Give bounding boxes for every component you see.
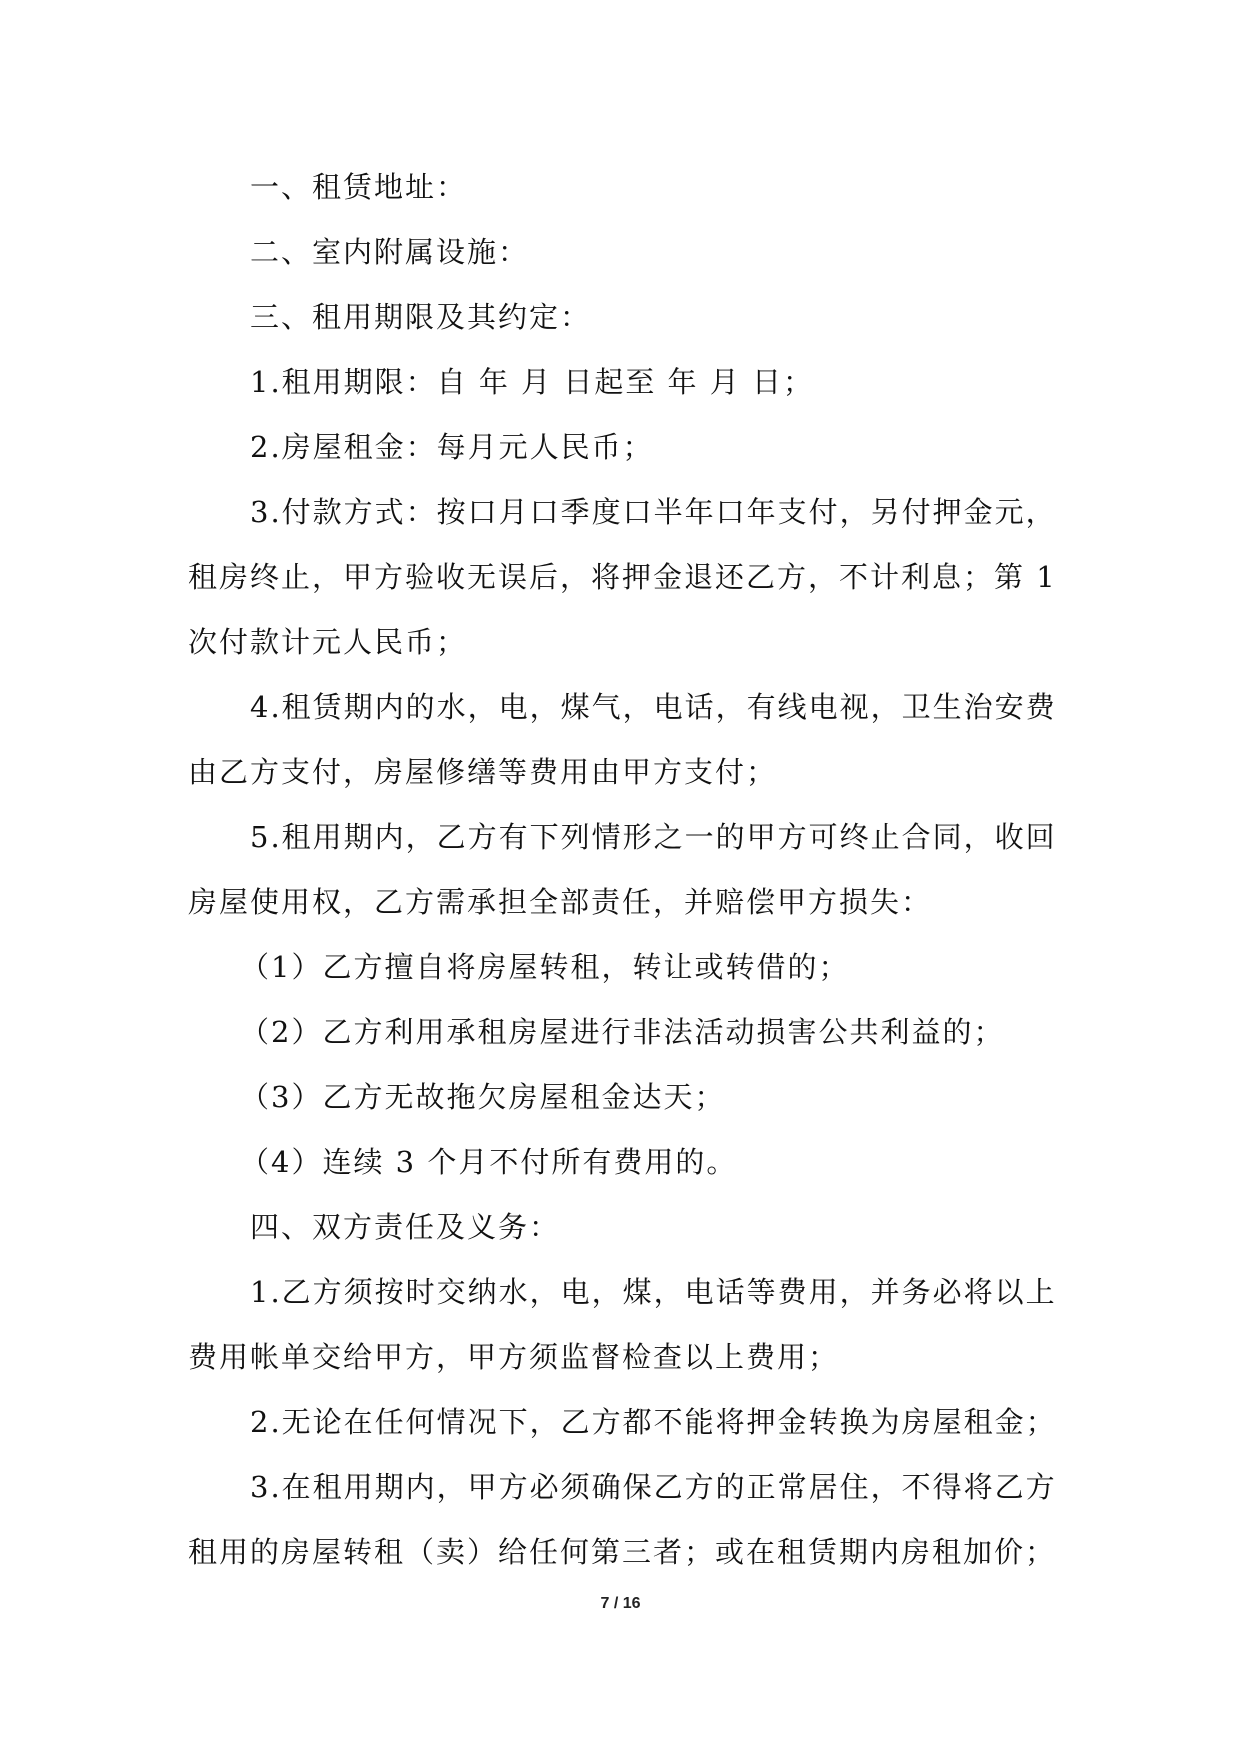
clause-termination-line-1: 5.租用期内，乙方有下列情形之一的甲方可终止合同，收回: [250, 820, 1057, 854]
section-heading-term: 三、租用期限及其约定：: [250, 300, 592, 334]
clause-payment-line-1: 3.付款方式：按口月口季度口半年口年支付，另付押金元，: [250, 495, 1057, 529]
section-heading-responsibilities: 四、双方责任及义务：: [250, 1210, 561, 1244]
clause-payment-line-3: 次付款计元人民币；: [188, 625, 468, 659]
termination-item-2: （2）乙方利用承租房屋进行非法活动损害公共利益的；: [240, 1015, 1005, 1049]
clause-utilities-line-1: 4.租赁期内的水，电，煤气，电话，有线电视，卫生治安费: [250, 690, 1057, 724]
clause-fees-line-1: 1.乙方须按时交纳水，电，煤，电话等费用，并务必将以上: [250, 1275, 1057, 1309]
termination-item-4: （4）连续 3 个月不付所有费用的。: [240, 1145, 738, 1179]
clause-deposit: 2.无论在任何情况下，乙方都不能将押金转换为房屋租金；: [250, 1405, 1057, 1439]
clause-residence-line-2: 租用的房屋转租（卖）给任何第三者；或在租赁期内房租加价；: [188, 1535, 1057, 1569]
clause-lease-term: 1.租用期限：自 年 月 日起至 年 月 日；: [250, 365, 814, 399]
section-heading-address: 一、租赁地址：: [250, 170, 468, 204]
page-number: 7 / 16: [600, 1595, 641, 1612]
clause-fees-line-2: 费用帐单交给甲方，甲方须监督检查以上费用；: [188, 1340, 840, 1374]
clause-residence-line-1: 3.在租用期内，甲方必须确保乙方的正常居住，不得将乙方: [250, 1470, 1057, 1504]
clause-payment-line-2: 租房终止，甲方验收无误后，将押金退还乙方，不计利息；第 1: [188, 560, 1057, 594]
clause-termination-line-2: 房屋使用权，乙方需承担全部责任，并赔偿甲方损失：: [188, 885, 933, 919]
clause-rent: 2.房屋租金：每月元人民币；: [250, 430, 654, 464]
section-heading-facilities: 二、室内附属设施：: [250, 235, 530, 269]
termination-item-3: （3）乙方无故拖欠房屋租金达天；: [240, 1080, 726, 1114]
termination-item-1: （1）乙方擅自将房屋转租，转让或转借的；: [240, 950, 850, 984]
document-body: [188, 155, 1057, 1585]
clause-utilities-line-2: 由乙方支付，房屋修缮等费用由甲方支付；: [188, 755, 778, 789]
